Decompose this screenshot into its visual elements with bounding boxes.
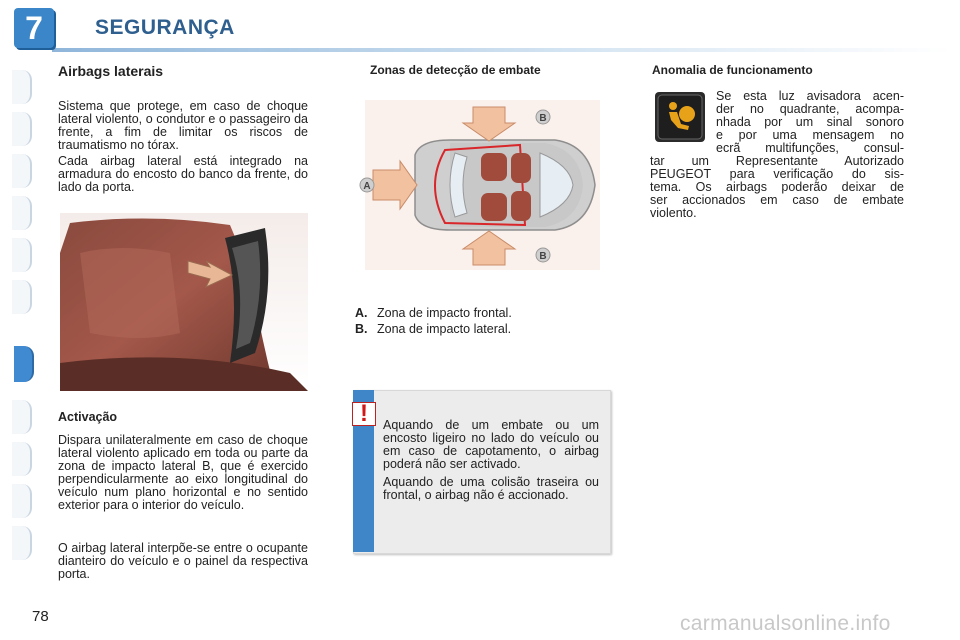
zone-b-top-label: B <box>539 113 547 124</box>
legend-text: Zona de impacto lateral. <box>377 322 512 336</box>
malfunction-line-1: Se esta luz avisadora acen- <box>716 89 904 103</box>
legend-key: A. <box>355 306 368 320</box>
malfunction-line-5: ecrã multifunções, consul- <box>716 141 904 155</box>
page-number: 78 <box>32 608 49 625</box>
chapter-tab-11[interactable] <box>12 526 32 560</box>
warning-note-paragraph-1: Aquando de um embate ou um encosto ligeiro no lado do veículo ou em caso de capotamento, o airbag poderá não ser activado. <box>383 418 599 471</box>
chapter-badge: 7 <box>14 8 54 48</box>
legend-text: Zona de impacto frontal. <box>377 306 512 320</box>
warning-exclamation-icon: ! <box>360 400 368 427</box>
chapter-tab-4[interactable] <box>12 196 32 230</box>
malfunction-line-8: tema. Os airbags poderão deixar de <box>650 180 904 194</box>
chapter-tab-5[interactable] <box>12 238 32 272</box>
section-heading-malfunction: Anomalia de funcionamento <box>652 63 813 77</box>
chapter-tab-9[interactable] <box>12 442 32 476</box>
malfunction-line-4: e por uma mensagem no <box>716 128 904 142</box>
chapter-tab-10[interactable] <box>12 484 32 518</box>
airbag-warning-light-icon <box>655 92 705 142</box>
malfunction-line-7: PEUGEOT para verificação do sis- <box>650 167 904 181</box>
activation-paragraph-1: Dispara unilateralmente em caso de choque lateral violento aplicado em toda ou parte da zona de impacto lateral B, que é exercido perpendicularmente ao eixo longitudinal do veículo num plano horizontal e no sentido exterior para o interior do veículo. <box>58 433 308 512</box>
header-rule <box>52 48 952 52</box>
warning-note-text <box>383 419 599 502</box>
zone-a-label: A <box>363 181 371 192</box>
impact-zones-diagram <box>355 95 610 275</box>
activation-heading: Activação <box>58 410 118 424</box>
section-heading-side-airbags: Airbags laterais <box>58 63 164 79</box>
page-title: SEGURANÇA <box>95 16 235 39</box>
seat-airbag-photo <box>60 213 308 391</box>
legend-item-a <box>355 306 512 320</box>
section-heading-impact-zones: Zonas de detecção de embate <box>370 63 541 77</box>
side-airbags-intro: Sistema que protege, em caso de choque lateral violento, o condutor e o passageiro da frente, a fim de limitar os riscos de traumatismo no tórax. <box>58 99 308 152</box>
chapter-tab-6[interactable] <box>12 280 32 314</box>
zone-b-bottom-label: B <box>539 251 547 262</box>
malfunction-line-9: ser accionados em caso de embate <box>650 193 904 207</box>
legend-key: B. <box>355 322 368 336</box>
watermark: carmanualsonline.info <box>680 612 891 635</box>
chapter-tab-3[interactable] <box>12 154 32 188</box>
side-airbags-location: Cada airbag lateral está integrado na armadura do encosto do banco da frente, do lado da porta. <box>58 154 308 194</box>
chapter-tab-7-active[interactable] <box>14 346 34 382</box>
activation-paragraph-2: O airbag lateral interpõe-se entre o ocupante dianteiro do veículo e o painel da respectiva porta. <box>58 541 308 581</box>
malfunction-line-2: der no quadrante, acompa- <box>716 102 904 116</box>
chapter-tab-1[interactable] <box>12 70 32 104</box>
chapter-tab-8[interactable] <box>12 400 32 434</box>
chapter-tab-2[interactable] <box>12 112 32 146</box>
warning-note-paragraph-2: Aquando de uma colisão traseira ou frontal, o airbag não é accionado. <box>383 475 599 502</box>
malfunction-line-6: tar um Representante Autorizado <box>650 154 904 168</box>
malfunction-line-3: nhada por um sinal sonoro <box>716 115 904 129</box>
malfunction-line-10: violento. <box>650 206 697 220</box>
legend-item-b <box>355 322 511 336</box>
